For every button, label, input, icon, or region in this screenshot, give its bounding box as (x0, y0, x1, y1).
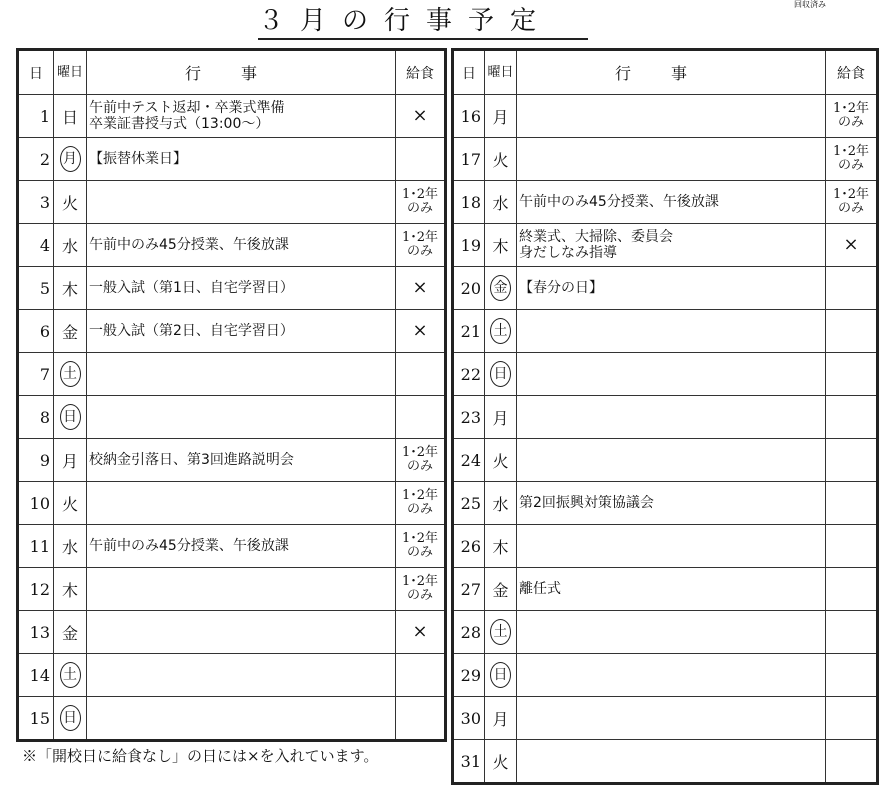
day-number: 28 (453, 611, 485, 654)
holiday-weekday: 日 (60, 705, 81, 731)
weekday-cell: 火 (54, 482, 87, 525)
meal-cell (826, 396, 878, 439)
weekday-cell (54, 353, 87, 396)
meal-only: のみ (406, 459, 433, 474)
schedule-table-left (16, 48, 447, 742)
event-text: 【春分の日】 (519, 280, 603, 296)
day-number: 17 (453, 138, 485, 181)
meal-cell (396, 654, 446, 697)
header-event: 行事 (87, 50, 396, 95)
meal-cell: × (396, 95, 446, 138)
event-cell (87, 267, 396, 310)
meal-grade: 1･2年 (401, 230, 439, 245)
event-cell (517, 267, 826, 310)
day-number: 10 (18, 482, 54, 525)
weekday-cell (485, 267, 517, 310)
day-number: 7 (18, 353, 54, 396)
day-number: 24 (453, 439, 485, 482)
table-row (18, 224, 446, 267)
day-number: 15 (18, 697, 54, 741)
day-number: 2 (18, 138, 54, 181)
header-meal: 給食 (396, 50, 446, 95)
weekday-cell (485, 654, 517, 697)
event-cell (87, 482, 396, 525)
table-row (453, 611, 878, 654)
day-number: 16 (453, 95, 485, 138)
day-number: 5 (18, 267, 54, 310)
weekday-cell: 火 (485, 740, 517, 784)
table-row (18, 353, 446, 396)
table-row (453, 181, 878, 224)
day-number: 9 (18, 439, 54, 482)
meal-cell (396, 353, 446, 396)
table-row (18, 697, 446, 741)
holiday-weekday: 日 (490, 361, 511, 387)
day-number: 23 (453, 396, 485, 439)
meal-cell (396, 697, 446, 741)
holiday-weekday: 月 (60, 146, 81, 172)
table-row (453, 95, 878, 138)
meal-cell (396, 439, 446, 482)
table-row (453, 482, 878, 525)
event-cell (87, 310, 396, 353)
day-number: 12 (18, 568, 54, 611)
meal-cell: × (826, 224, 878, 267)
weekday-cell: 火 (485, 138, 517, 181)
day-number: 20 (453, 267, 485, 310)
event-cell (517, 568, 826, 611)
meal-cell (396, 482, 446, 525)
meal-cell (396, 138, 446, 181)
weekday-cell: 水 (54, 224, 87, 267)
meal-only: のみ (406, 545, 433, 560)
event-text: 午前中のみ45分授業、午後放課 (89, 237, 289, 253)
header-day: 日 (453, 50, 485, 95)
meal-only: のみ (406, 502, 433, 517)
weekday-cell: 月 (485, 396, 517, 439)
event-text: 校納金引落日、第3回進路説明会 (89, 452, 294, 468)
event-cell (517, 611, 826, 654)
table-row (453, 568, 878, 611)
weekday-cell: 金 (485, 568, 517, 611)
weekday-cell (54, 654, 87, 697)
weekday-cell: 月 (485, 697, 517, 740)
meal-cell (826, 181, 878, 224)
table-row (453, 138, 878, 181)
meal-grade: 1･2年 (832, 187, 870, 202)
meal-grade: 1･2年 (832, 144, 870, 159)
table-row (18, 525, 446, 568)
event-cell (87, 654, 396, 697)
meal-cell (396, 224, 446, 267)
event-cell (517, 654, 826, 697)
meal-cell (826, 267, 878, 310)
table-row (453, 267, 878, 310)
weekday-cell: 木 (54, 568, 87, 611)
table-row (453, 697, 878, 740)
meal-only: のみ (837, 201, 864, 216)
event-cell (517, 95, 826, 138)
event-cell (87, 353, 396, 396)
meal-grade: 1･2年 (401, 531, 439, 546)
meal-cell: × (396, 611, 446, 654)
event-cell (87, 568, 396, 611)
weekday-cell: 月 (485, 95, 517, 138)
event-text: 午前中テスト返却・卒業式準備 (89, 100, 285, 116)
table-row (18, 482, 446, 525)
day-number: 26 (453, 525, 485, 568)
event-cell (87, 611, 396, 654)
day-number: 6 (18, 310, 54, 353)
table-row (453, 439, 878, 482)
meal-grade: 1･2年 (832, 101, 870, 116)
meal-cell (826, 654, 878, 697)
event-text: 一般入試（第1日、自宅学習日） (89, 280, 294, 296)
weekday-cell (485, 611, 517, 654)
meal-grade: 1･2年 (401, 488, 439, 503)
event-text: 卒業証書授与式（13:00～） (89, 116, 270, 132)
event-cell (87, 95, 396, 138)
table-row (18, 95, 446, 138)
event-cell (87, 525, 396, 568)
meal-grade: 1･2年 (401, 574, 439, 589)
holiday-weekday: 日 (490, 662, 511, 688)
event-text: 午前中のみ45分授業、午後放課 (89, 538, 289, 554)
meal-cell: × (396, 310, 446, 353)
corner-mark: 回収済み (794, 0, 826, 9)
event-cell (517, 439, 826, 482)
day-number: 18 (453, 181, 485, 224)
day-number: 25 (453, 482, 485, 525)
meal-cell (396, 568, 446, 611)
header-meal: 給食 (826, 50, 878, 95)
schedule-table-right (451, 48, 879, 785)
table-row (18, 568, 446, 611)
day-number: 19 (453, 224, 485, 267)
weekday-cell: 金 (54, 310, 87, 353)
meal-cell (826, 353, 878, 396)
event-text: 離任式 (519, 581, 561, 597)
event-cell (517, 310, 826, 353)
day-number: 31 (453, 740, 485, 784)
meal-cell (826, 482, 878, 525)
day-number: 21 (453, 310, 485, 353)
meal-cell (826, 611, 878, 654)
event-cell (517, 181, 826, 224)
weekday-cell: 水 (54, 525, 87, 568)
event-cell (517, 525, 826, 568)
meal-only: のみ (837, 115, 864, 130)
header-event: 行事 (517, 50, 826, 95)
meal-cell (826, 95, 878, 138)
header-row (18, 50, 446, 95)
weekday-cell (485, 310, 517, 353)
day-number: 29 (453, 654, 485, 697)
event-cell (517, 224, 826, 267)
holiday-weekday: 土 (60, 662, 81, 688)
table-row (453, 740, 878, 784)
event-cell (87, 396, 396, 439)
meal-cell (826, 310, 878, 353)
footnote: ※「開校日に給食なし」の日には×を入れています。 (22, 747, 379, 765)
day-number: 22 (453, 353, 485, 396)
event-cell (517, 740, 826, 784)
table-row (453, 310, 878, 353)
holiday-weekday: 土 (60, 361, 81, 387)
table-row (18, 267, 446, 310)
event-cell (87, 439, 396, 482)
holiday-weekday: 日 (60, 404, 81, 430)
event-text: 終業式、大掃除、委員会 (519, 229, 673, 245)
weekday-cell: 月 (54, 439, 87, 482)
meal-cell (826, 138, 878, 181)
table-row (18, 611, 446, 654)
table-row (18, 310, 446, 353)
weekday-cell (54, 138, 87, 181)
day-number: 13 (18, 611, 54, 654)
meal-cell (826, 740, 878, 784)
weekday-cell (54, 396, 87, 439)
event-cell (87, 138, 396, 181)
meal-cell (826, 568, 878, 611)
weekday-cell: 火 (485, 439, 517, 482)
day-number: 1 (18, 95, 54, 138)
event-cell (87, 181, 396, 224)
meal-grade: 1･2年 (401, 187, 439, 202)
weekday-cell: 木 (485, 525, 517, 568)
weekday-cell (54, 697, 87, 741)
event-cell (87, 697, 396, 741)
table-row (453, 396, 878, 439)
table-row (18, 181, 446, 224)
day-number: 27 (453, 568, 485, 611)
table-row (453, 525, 878, 568)
meal-only: のみ (406, 201, 433, 216)
table-row (18, 439, 446, 482)
meal-cell (826, 525, 878, 568)
day-number: 4 (18, 224, 54, 267)
meal-only: のみ (406, 244, 433, 259)
day-number: 30 (453, 697, 485, 740)
weekday-cell: 火 (54, 181, 87, 224)
holiday-weekday: 土 (490, 619, 511, 645)
table-row (453, 353, 878, 396)
table-row (18, 654, 446, 697)
event-cell (87, 224, 396, 267)
event-text: 午前中のみ45分授業、午後放課 (519, 194, 719, 210)
meal-cell (396, 525, 446, 568)
event-cell (517, 353, 826, 396)
meal-cell (396, 396, 446, 439)
event-cell (517, 396, 826, 439)
weekday-cell (485, 353, 517, 396)
event-text: 【振替休業日】 (89, 151, 187, 167)
weekday-cell: 木 (54, 267, 87, 310)
table-row (453, 224, 878, 267)
table-row (453, 654, 878, 697)
weekday-cell: 水 (485, 181, 517, 224)
day-number: 3 (18, 181, 54, 224)
event-cell (517, 138, 826, 181)
meal-only: のみ (406, 588, 433, 603)
holiday-weekday: 金 (490, 275, 511, 301)
day-number: 11 (18, 525, 54, 568)
event-text: 第2回振興対策協議会 (519, 495, 654, 511)
weekday-cell: 水 (485, 482, 517, 525)
meal-cell (396, 181, 446, 224)
weekday-cell: 金 (54, 611, 87, 654)
weekday-cell: 日 (54, 95, 87, 138)
header-weekday: 曜日 (485, 50, 517, 95)
meal-cell (826, 439, 878, 482)
event-text: 身だしなみ指導 (519, 245, 617, 261)
event-cell (517, 482, 826, 525)
holiday-weekday: 土 (490, 318, 511, 344)
meal-only: のみ (837, 158, 864, 173)
header-row (453, 50, 878, 95)
header-day: 日 (18, 50, 54, 95)
meal-cell (826, 697, 878, 740)
weekday-cell: 木 (485, 224, 517, 267)
day-number: 14 (18, 654, 54, 697)
event-text: 一般入試（第2日、自宅学習日） (89, 323, 294, 339)
meal-grade: 1･2年 (401, 445, 439, 460)
page-title: ３月の行事予定 (258, 4, 588, 40)
table-row (18, 396, 446, 439)
header-weekday: 曜日 (54, 50, 87, 95)
event-cell (517, 697, 826, 740)
table-row (18, 138, 446, 181)
meal-cell: × (396, 267, 446, 310)
day-number: 8 (18, 396, 54, 439)
